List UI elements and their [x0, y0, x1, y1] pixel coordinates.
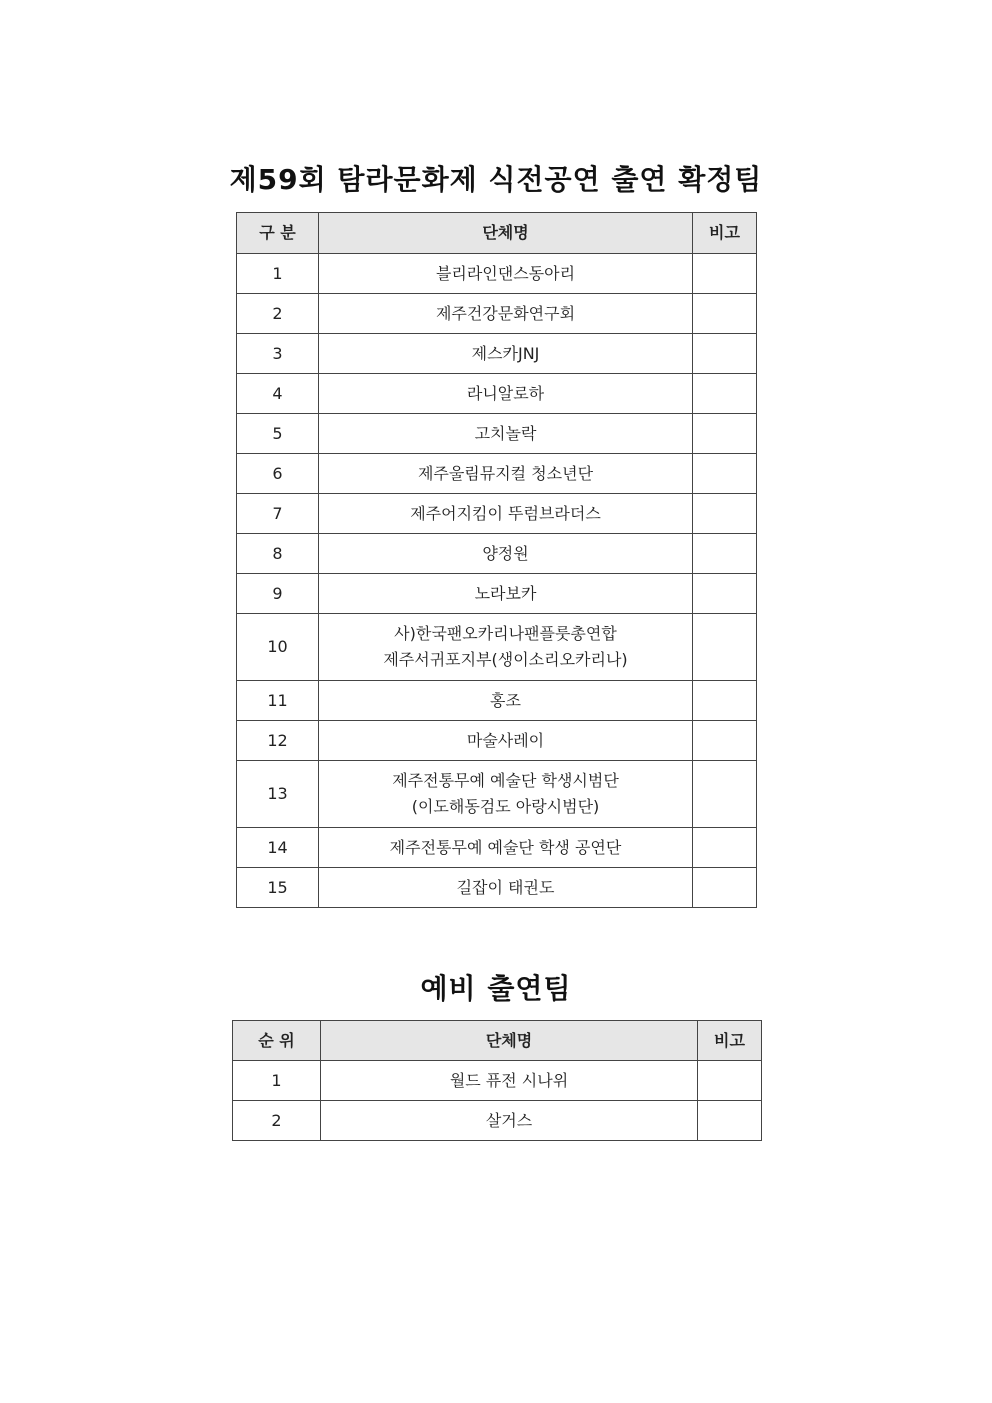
table-row — [233, 1061, 762, 1101]
header-group-name: 단체명 — [319, 213, 693, 254]
table-header-row — [233, 1021, 762, 1061]
table-row — [237, 374, 757, 414]
header-category: 구 분 — [237, 213, 319, 254]
row-note — [693, 534, 757, 574]
row-number: 1 — [233, 1061, 321, 1101]
header-rank: 순 위 — [233, 1021, 321, 1061]
group-name: 월드 퓨전 시나위 — [321, 1061, 698, 1101]
main-title: 제59회 탐라문화제 식전공연 출연 확정팀 — [229, 163, 763, 196]
group-name: 제주건강문화연구회 — [319, 294, 693, 334]
group-name: 홍조 — [319, 681, 693, 721]
row-note — [698, 1101, 762, 1141]
row-note — [693, 414, 757, 454]
row-note — [693, 294, 757, 334]
group-name: 제주전통무예 예술단 학생시범단 (이도해동검도 아랑시범단) — [319, 761, 693, 828]
table-row — [237, 334, 757, 374]
table-row — [237, 254, 757, 294]
row-note — [693, 721, 757, 761]
row-number: 2 — [233, 1101, 321, 1141]
group-name: 길잡이 태권도 — [319, 868, 693, 908]
group-name: 제주울림뮤지컬 청소년단 — [319, 454, 693, 494]
header-note: 비고 — [698, 1021, 762, 1061]
row-number: 14 — [237, 828, 319, 868]
row-number: 6 — [237, 454, 319, 494]
table-row — [237, 761, 757, 828]
group-name: 블리라인댄스동아리 — [319, 254, 693, 294]
row-note — [693, 828, 757, 868]
row-note — [693, 254, 757, 294]
row-note — [693, 334, 757, 374]
row-note — [693, 494, 757, 534]
row-note — [693, 761, 757, 828]
row-number: 12 — [237, 721, 319, 761]
table-row — [237, 294, 757, 334]
table-row — [237, 454, 757, 494]
header-note: 비고 — [693, 213, 757, 254]
row-note — [693, 614, 757, 681]
group-name: 살거스 — [321, 1101, 698, 1141]
row-number: 8 — [237, 534, 319, 574]
row-number: 4 — [237, 374, 319, 414]
table-row — [237, 414, 757, 454]
row-note — [693, 374, 757, 414]
row-note — [693, 681, 757, 721]
table-row — [237, 534, 757, 574]
row-number: 7 — [237, 494, 319, 534]
group-name: 고치놀락 — [319, 414, 693, 454]
group-name: 제주어지킴이 뚜럼브라더스 — [319, 494, 693, 534]
group-name: 제주전통무예 예술단 학생 공연단 — [319, 828, 693, 868]
group-name: 마술사레이 — [319, 721, 693, 761]
row-number: 2 — [237, 294, 319, 334]
table-row — [237, 828, 757, 868]
row-number: 13 — [237, 761, 319, 828]
main-team-table — [236, 212, 757, 908]
row-note — [693, 454, 757, 494]
table-row — [237, 494, 757, 534]
row-number: 3 — [237, 334, 319, 374]
table-row — [237, 681, 757, 721]
group-name: 양정원 — [319, 534, 693, 574]
table-row — [237, 721, 757, 761]
reserve-title: 예비 출연팀 — [420, 972, 572, 1005]
group-name: 사)한국팬오카리나팬플룻총연합 제주서귀포지부(생이소리오카리나) — [319, 614, 693, 681]
row-number: 9 — [237, 574, 319, 614]
table-header-row — [237, 213, 757, 254]
row-note — [693, 868, 757, 908]
header-group-name: 단체명 — [321, 1021, 698, 1061]
table-row — [237, 614, 757, 681]
table-row — [237, 574, 757, 614]
group-name: 노라보카 — [319, 574, 693, 614]
group-name: 제스카JNJ — [319, 334, 693, 374]
row-number: 15 — [237, 868, 319, 908]
row-number: 10 — [237, 614, 319, 681]
table-row — [233, 1101, 762, 1141]
table-row — [237, 868, 757, 908]
row-note — [693, 574, 757, 614]
reserve-team-table — [232, 1020, 762, 1141]
group-name: 라니알로하 — [319, 374, 693, 414]
row-number: 1 — [237, 254, 319, 294]
row-number: 5 — [237, 414, 319, 454]
row-number: 11 — [237, 681, 319, 721]
row-note — [698, 1061, 762, 1101]
